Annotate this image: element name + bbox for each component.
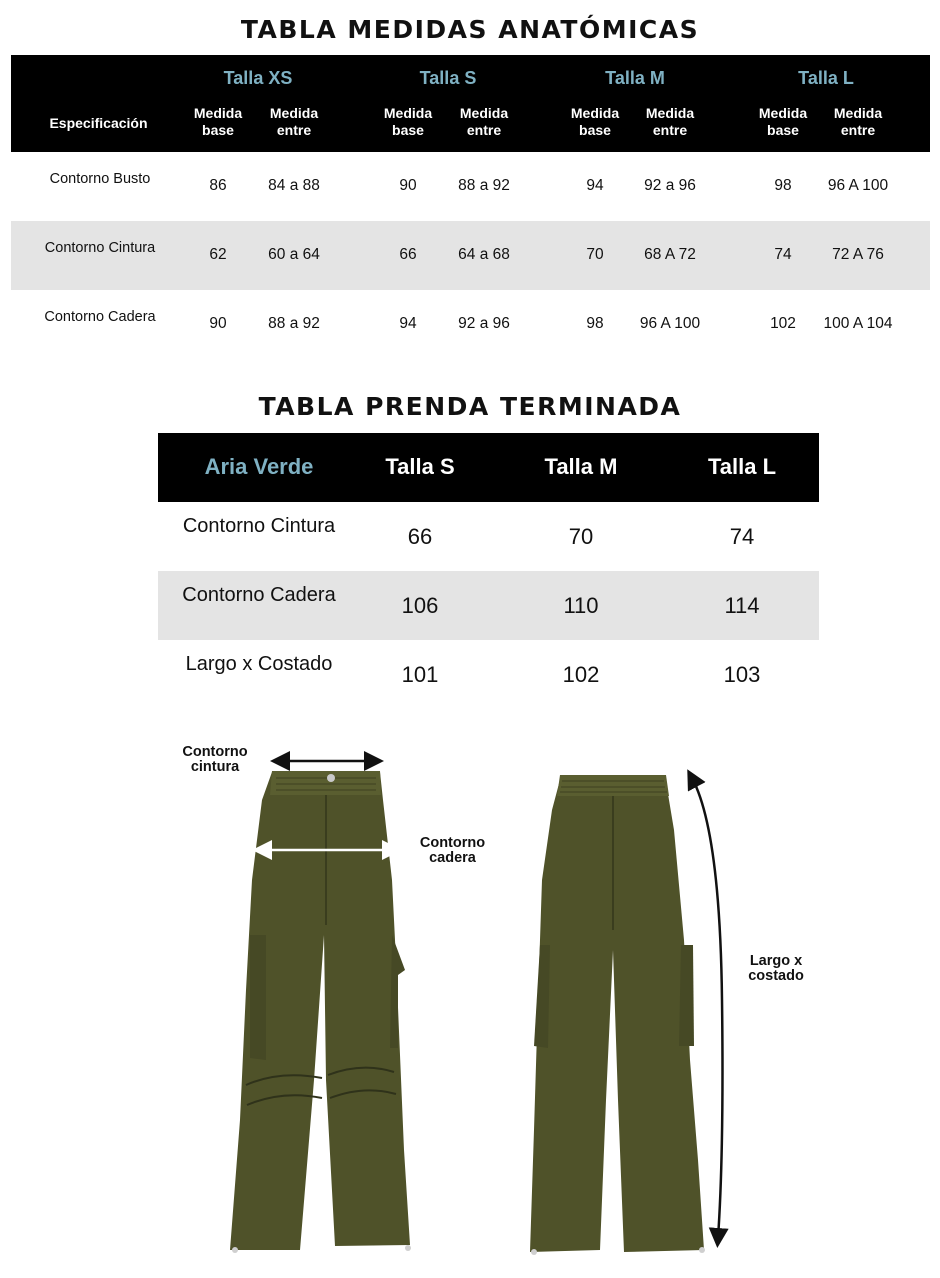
hip-label: Contorno cadera: [419, 835, 486, 866]
cell: 84 a 88: [268, 177, 320, 194]
base-header: Medida base: [758, 105, 808, 138]
cell: 90: [209, 315, 227, 332]
size-header-l: Talla L: [798, 68, 854, 88]
cell: 70: [568, 524, 594, 549]
cell: 103: [723, 662, 761, 687]
cell: 74: [729, 524, 755, 549]
size-header-m: Talla M: [605, 68, 665, 88]
range-header: Medida entre: [459, 105, 509, 138]
range-header: Medida entre: [269, 105, 319, 138]
cell: 96 A 100: [639, 315, 701, 332]
cell: 100 A 104: [823, 315, 893, 332]
size-header-l: Talla L: [707, 454, 777, 479]
size-header-xs: Talla XS: [223, 68, 293, 88]
back-pants: [530, 775, 705, 1255]
cell: 66: [399, 246, 417, 263]
size-header-s: Talla S: [419, 68, 477, 88]
cell: 106: [401, 593, 439, 618]
cell: 92 a 96: [458, 315, 510, 332]
spec-header: Especificación: [49, 115, 148, 131]
cell: 86: [209, 177, 227, 194]
cell: 101: [401, 662, 439, 687]
range-header: Medida entre: [833, 105, 883, 138]
row-label: Contorno Cadera: [44, 309, 156, 325]
cell: 90: [399, 177, 417, 194]
table2-title: TABLA PRENDA TERMINADA: [258, 392, 682, 421]
cell: 114: [724, 593, 760, 618]
length-label: Largo x costado: [748, 953, 804, 984]
product-name: Aria Verde: [204, 454, 314, 479]
cell: 66: [407, 524, 433, 549]
table1-title: TABLA MEDIDAS ANATÓMICAS: [240, 15, 700, 44]
cell: 72 A 76: [832, 246, 884, 263]
cell: 62: [209, 246, 227, 263]
size-header-m: Talla M: [544, 454, 618, 479]
cell: 92 a 96: [644, 177, 696, 194]
row-label: Contorno Cintura: [44, 240, 156, 256]
front-pants: [230, 771, 411, 1253]
size-header-s: Talla S: [385, 454, 455, 479]
cell: 102: [770, 315, 796, 332]
base-header: Medida base: [570, 105, 620, 138]
cell: 88 a 92: [458, 177, 510, 194]
cell: 60 a 64: [268, 246, 320, 263]
cell: 96 A 100: [827, 177, 889, 194]
range-header: Medida entre: [645, 105, 695, 138]
cell: 88 a 92: [268, 315, 320, 332]
waist-label: Contorno cintura: [182, 744, 248, 775]
cell: 98: [586, 315, 604, 332]
base-header: Medida base: [193, 105, 243, 138]
cell: 68 A 72: [644, 246, 696, 263]
cell: 94: [399, 315, 417, 332]
cell: 64 a 68: [458, 246, 510, 263]
cell: 94: [586, 177, 604, 194]
cell: 74: [774, 246, 792, 263]
row-label: Contorno Cintura: [182, 515, 336, 537]
row-label: Largo x Costado: [185, 653, 333, 675]
cell: 110: [563, 593, 599, 618]
row-label: Contorno Busto: [49, 171, 151, 187]
cell: 98: [774, 177, 792, 194]
cell: 102: [562, 662, 600, 687]
cell: 70: [586, 246, 604, 263]
base-header: Medida base: [383, 105, 433, 138]
row-label: Contorno Cadera: [182, 584, 336, 606]
